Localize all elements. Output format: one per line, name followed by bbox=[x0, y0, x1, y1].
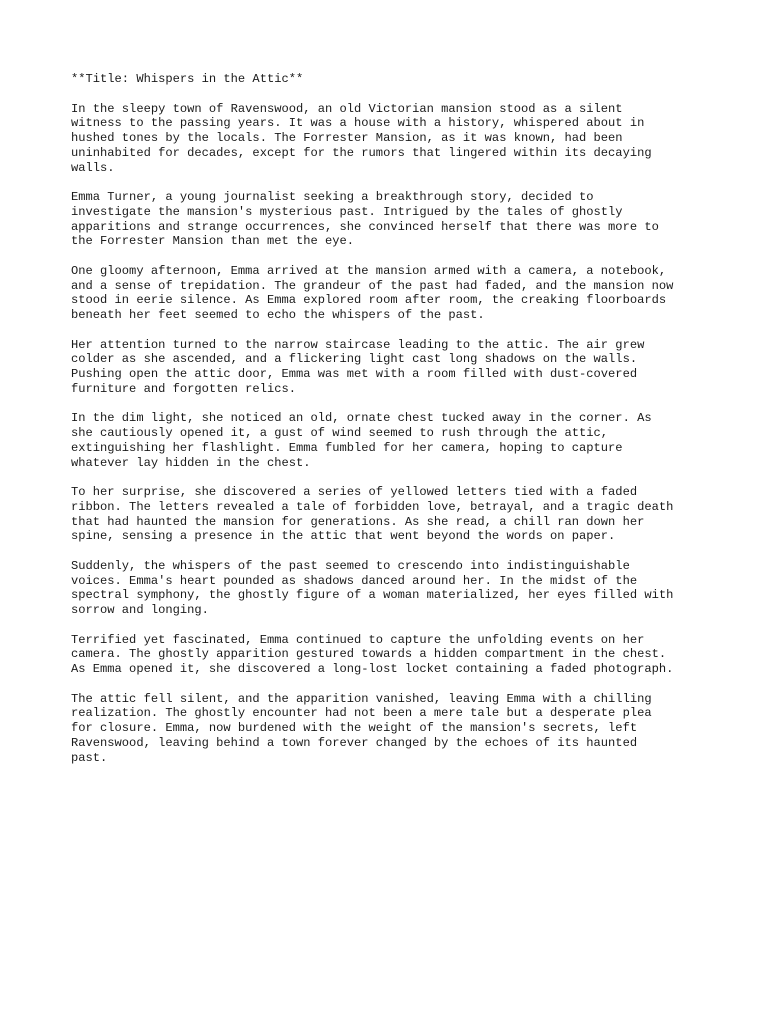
paragraph-line: colder as she ascended, and a flickering light cast long shadows on the walls. bbox=[71, 352, 638, 367]
paragraph-line: for closure. Emma, now burdened with the weight of the mansion's secrets, left bbox=[71, 721, 638, 735]
paragraph-2 bbox=[71, 190, 704, 249]
paragraph-7 bbox=[71, 559, 704, 618]
paragraph-line: One gloomy afternoon, Emma arrived at the mansion armed with a camera, a notebook, bbox=[71, 263, 667, 278]
paragraph-8 bbox=[71, 633, 704, 677]
paragraph-line: whatever lay hidden in the chest. bbox=[71, 455, 311, 470]
paragraph-line: Ravenswood, leaving behind a town forever changed by the echoes of its haunted bbox=[71, 735, 638, 750]
paragraph-line: camera. The ghostly apparition gestured towards a hidden compartment in the chest. bbox=[71, 647, 667, 662]
paragraph-line: she cautiously opened it, a gust of wind seemed to rush through the attic, bbox=[71, 426, 609, 440]
paragraph-line: past. bbox=[71, 750, 108, 765]
paragraph-line: apparitions and strange occurrences, she convinced herself that there was more to bbox=[71, 219, 659, 234]
paragraph-1 bbox=[71, 102, 704, 176]
paragraph-6 bbox=[71, 485, 704, 544]
paragraph-4 bbox=[71, 338, 704, 397]
paragraph-line: and a sense of trepidation. The grandeur of the past had faded, and the mansion now bbox=[71, 278, 674, 293]
paragraph-line: spine, sensing a presence in the attic that went beyond the words on paper. bbox=[71, 529, 616, 544]
paragraph-line: furniture and forgotten relics. bbox=[71, 381, 296, 396]
paragraph-5 bbox=[71, 411, 704, 470]
paragraph-line: that had haunted the mansion for generations. As she read, a chill ran down her bbox=[71, 514, 645, 529]
paragraph-line: Emma Turner, a young journalist seeking a breakthrough story, decided to bbox=[71, 190, 594, 204]
paragraph-line: As Emma opened it, she discovered a long-lost locket containing a faded photograph. bbox=[71, 662, 674, 676]
paragraph-line: realization. The ghostly encounter had not been a mere tale but a desperate plea bbox=[71, 706, 652, 721]
paragraph-line: ribbon. The letters revealed a tale of forbidden love, betrayal, and a tragic death bbox=[71, 499, 674, 514]
paragraph-line: spectral symphony, the ghostly figure of a woman materialized, her eyes filled with bbox=[71, 588, 674, 603]
paragraph-line: Pushing open the attic door, Emma was met with a room filled with dust-covered bbox=[71, 367, 638, 381]
paragraph-line: uninhabited for decades, except for the rumors that lingered within its decaying bbox=[71, 145, 652, 160]
paragraph-line: In the sleepy town of Ravenswood, an old Victorian mansion stood as a silent bbox=[71, 101, 623, 116]
paragraph-line: In the dim light, she noticed an old, ornate chest tucked away in the corner. As bbox=[71, 411, 652, 426]
document-title: **Title: Whispers in the Attic** bbox=[71, 72, 304, 86]
paragraph-line: To her surprise, she discovered a series of yellowed letters tied with a faded bbox=[71, 485, 638, 499]
paragraph-line: investigate the mansion's mysterious past. Intrigued by the tales of ghostly bbox=[71, 204, 623, 219]
paragraph-line: the Forrester Mansion than met the eye. bbox=[71, 234, 355, 249]
paragraph-line: beneath her feet seemed to echo the whispers of the past. bbox=[71, 308, 485, 322]
paragraph-line: walls. bbox=[71, 160, 115, 175]
paragraph-line: Her attention turned to the narrow staircase leading to the attic. The air grew bbox=[71, 337, 645, 352]
paragraph-9 bbox=[71, 692, 704, 766]
paragraph-line: extinguishing her flashlight. Emma fumbled for her camera, hoping to capture bbox=[71, 440, 623, 455]
paragraph-line: stood in eerie silence. As Emma explored room after room, the creaking floorboards bbox=[71, 293, 667, 308]
paragraph-line: sorrow and longing. bbox=[71, 603, 209, 617]
paragraph-line: Suddenly, the whispers of the past seemed to crescendo into indistinguishable bbox=[71, 558, 630, 573]
paragraph-line: The attic fell silent, and the apparition vanished, leaving Emma with a chilling bbox=[71, 691, 652, 706]
paragraph-line: voices. Emma's heart pounded as shadows danced around her. In the midst of the bbox=[71, 573, 638, 588]
paragraph-line: Terrified yet fascinated, Emma continued to capture the unfolding events on her bbox=[71, 632, 645, 647]
paragraph-line: hushed tones by the locals. The Forrester Mansion, as it was known, had been bbox=[71, 131, 623, 145]
paragraph-line: witness to the passing years. It was a house with a history, whispered about in bbox=[71, 116, 645, 131]
paragraph-3 bbox=[71, 264, 704, 323]
